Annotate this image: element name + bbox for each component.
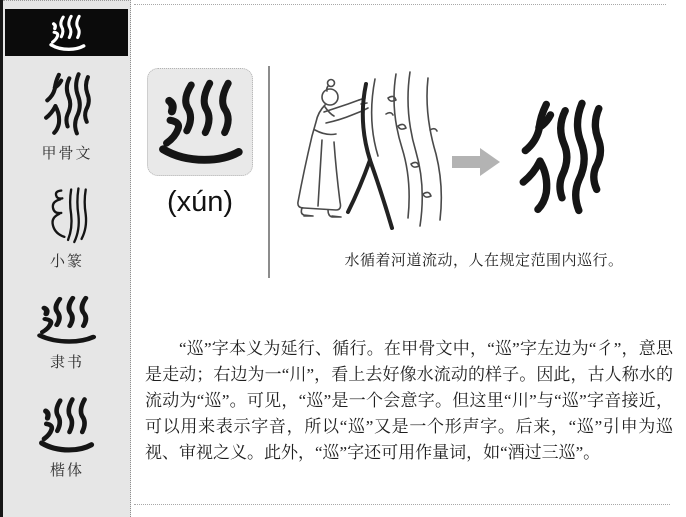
main-character-card — [147, 68, 253, 176]
top-dotted-rule — [134, 4, 666, 5]
river-patrol-illustration — [278, 70, 450, 238]
right-arrow-icon — [452, 146, 502, 178]
oracle-bone-label: 甲骨文 — [41, 146, 93, 162]
clerical-form-glyph — [35, 295, 97, 345]
header-xun-glyph — [48, 14, 86, 52]
illustration-caption: 水循着河道流动，人在规定范围内巡行。 — [344, 253, 624, 269]
pinyin-label: (xún) — [166, 186, 234, 218]
main-xun-glyph — [156, 78, 244, 166]
bottom-dotted-rule — [134, 504, 670, 505]
regular-form-glyph — [36, 396, 96, 454]
small-seal-label: 小篆 — [49, 254, 84, 270]
vertical-divider — [268, 66, 270, 278]
oracle-bone-large-glyph — [508, 96, 614, 222]
regular-label: 楷体 — [49, 463, 84, 479]
character-header — [5, 9, 128, 56]
small-seal-form-glyph — [41, 184, 93, 246]
clerical-label: 隶书 — [49, 355, 84, 371]
etymology-paragraph: “巡”字本义为延行、循行。在甲骨文中，“巡”字左边为“彳”，意思是走动；右边为一“川”，看上去好像水流动的样子。因此，古人称水的流动为“巡”。可见，“巡”是一个会意字。但这里“川”与“巡”字音接近，可以用来表示字音，所以“巡”又是一个形声字。后来，“巡”引申为巡视、审视之义。此外，“巡”字还可用作量词，如“酒过三巡”。 — [145, 339, 673, 462]
oracle-bone-form-glyph — [38, 70, 96, 140]
